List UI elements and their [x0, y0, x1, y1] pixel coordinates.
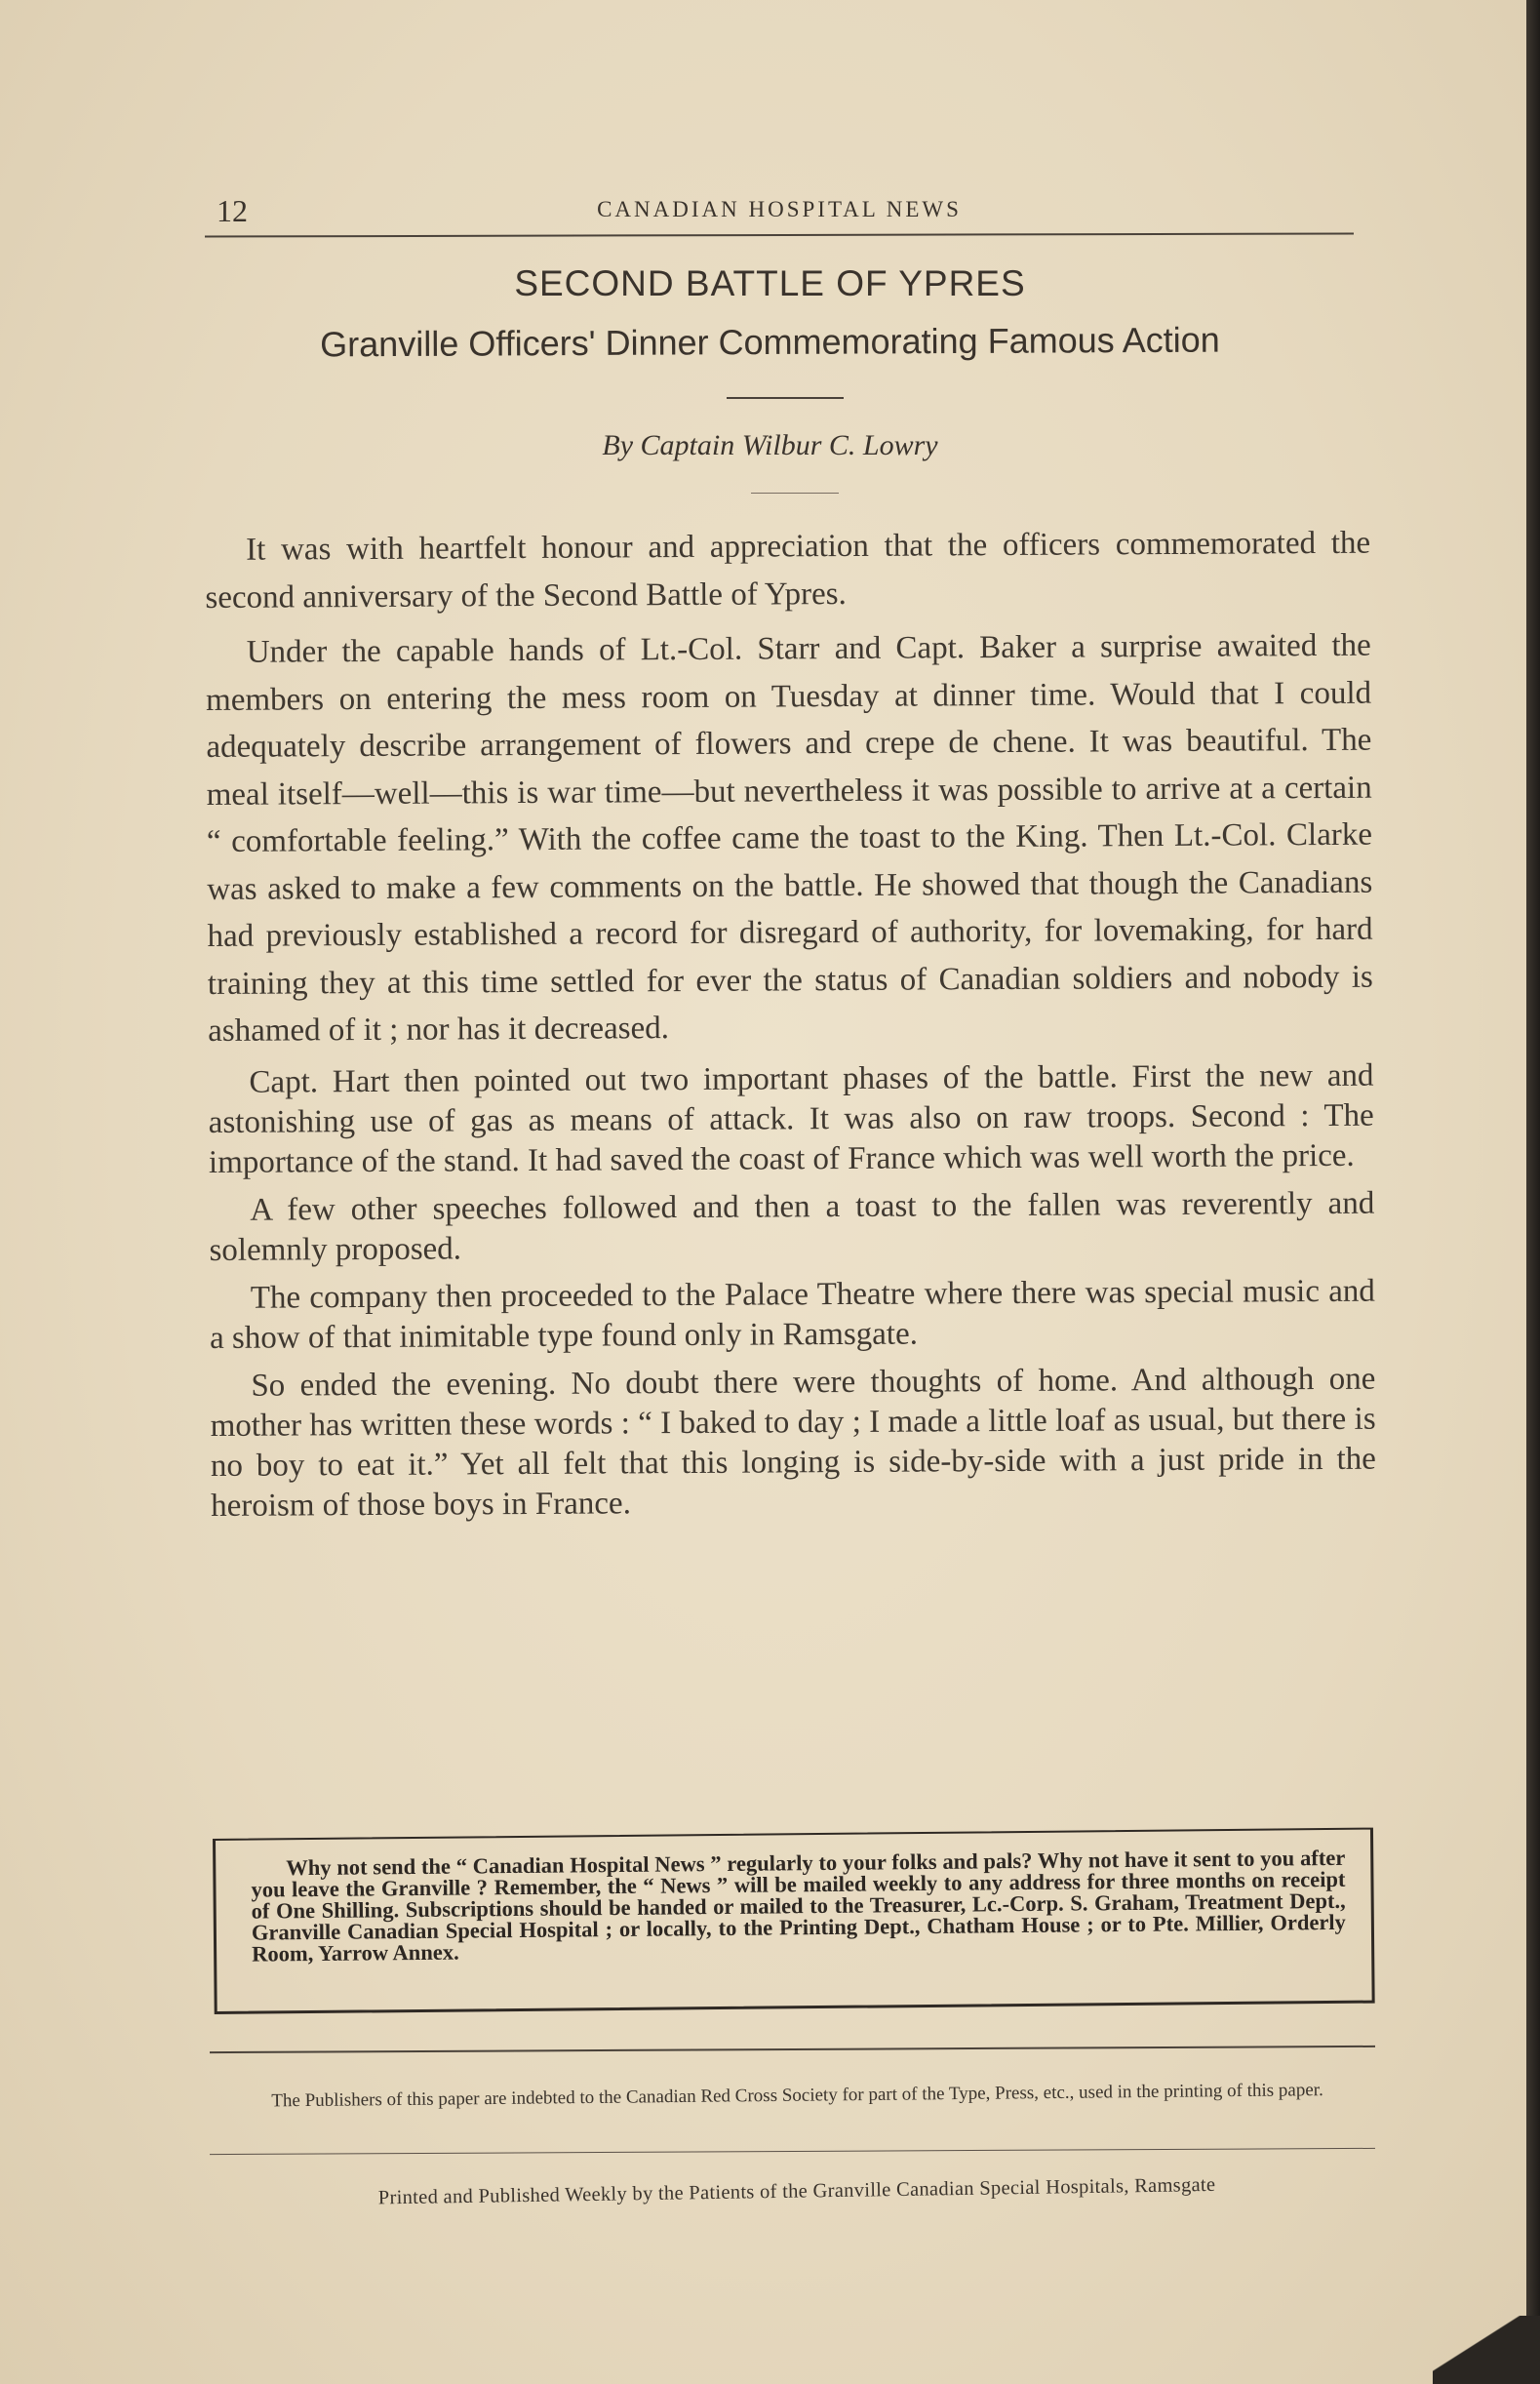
- article-paragraph: The company then proceeded to the Palace Theatre where there was special music and a show of that inimitable type found only in Ramsgate.: [209, 1273, 1375, 1356]
- article-paragraph: A few other speeches followed and then a toast to the fallen was reverently and solemnly proposed.: [209, 1185, 1375, 1268]
- article-paragraph: So ended the evening. No doubt there were thoughts of home. And although one mother has written these words : “ I baked to day ; I made a little loaf as usual, but there is no boy to eat it.” Yet all felt that this longing is side-by-side with a just pride in the heroism of those boys in France.: [210, 1361, 1376, 1524]
- article-body: [205, 520, 1376, 1534]
- title-divider: [727, 397, 844, 399]
- page-edge-shadow: [1526, 0, 1540, 2384]
- page-number: 12: [217, 193, 248, 228]
- subscription-notice-box: [213, 1828, 1375, 2014]
- page-corner-shadow: [1433, 2316, 1540, 2384]
- publishers-note: The Publishers of this paper are indebted to the Canadian Red Cross Society for part of the Type, Press, etc., used in the printing of this paper.: [271, 2080, 1323, 2112]
- byline-divider: [751, 493, 839, 494]
- subscription-notice-text: Why not send the “ Canadian Hospital News ” regularly to your folks and pals? Why not have it sent to you after you leave the Granville ? Remember, the “ News ” will be mailed weekly to any address for three months on receipt of One Shilling. Subscriptions should be handed or mailed to the Treasurer, Lc.-Corp. S. Graham, Treatment Dept., Granville Canadian Special Hospital ; or locally, to the Printing Dept., Chatham House ; or to Pte. Millier, Orderly Room, Yarrow Annex.: [251, 1845, 1346, 1967]
- article-byline: By Captain Wilbur C. Lowry: [602, 429, 938, 461]
- article-paragraph: Under the capable hands of Lt.-Col. Starr and Capt. Baker a surprise awaited the members on entering the mess room on Tuesday at dinner time. Would that I could adequately describe arrangement of flowers and crepe de chene. It was beautiful. The meal itself—well—this is war time—but nevertheless it was possible to arrive at a certain “ comfortable feeling.” With the coffee came the toast to the King. Then Lt.-Col. Clarke was asked to make a few comments on the battle. He showed that though the Canadians had previously established a record for disregard of authority, for lovemaking, for hard training they at this time settled for ever the status of Canadian soldiers and nobody is ashamed of it ; nor has it decreased.: [205, 627, 1373, 1049]
- page-header: [205, 193, 1354, 232]
- article-subtitle: Granville Officers' Dinner Commemorating Famous Action: [320, 319, 1220, 365]
- footer-rule: [210, 2148, 1375, 2155]
- running-head: CANADIAN HOSPITAL NEWS: [597, 197, 962, 221]
- article-paragraph: It was with heartfelt honour and appreciation that the officers commemorated the second anniversary of the Second Battle of Ypres.: [205, 525, 1371, 616]
- header-rule: [205, 232, 1354, 237]
- footer-rule: [210, 2046, 1375, 2053]
- article-paragraph: Capt. Hart then pointed out two important phases of the battle. First the new and astonishing use of gas as means of attack. It was also on raw troops. Second : The importance of the stand. It had saved the coast of France which was well worth the price.: [208, 1057, 1374, 1180]
- article-title: SECOND BATTLE OF YPRES: [514, 263, 1026, 303]
- imprint-line: Printed and Published Weekly by the Patients of the Granville Canadian Special Hospitals, Ramsgate: [377, 2173, 1216, 2209]
